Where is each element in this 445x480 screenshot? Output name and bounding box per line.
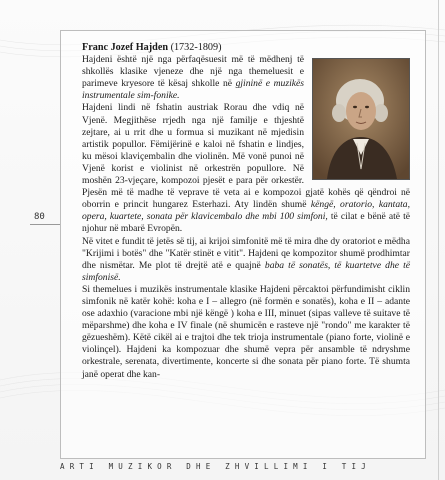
biography-end: të cilat e bënë atë të njohur në mbarë Evropën.	[82, 211, 410, 235]
haydn-portrait-image	[312, 58, 410, 180]
symphonic-cycle-text: Si themelues i muzikës instrumentale klasike Hajdeni përcaktoi përfundimisht ciklin simfonik në katër kohë: koha e I – allegro (në formën e sonatës), koha e II – adante ose adaxhio (varacione mbi një këngë ) koha e III, minuet (sipas valleve të suitave të mëparshme) dhe koha e IV finale (në shumicën e rasteve një "rondo" me karakter të gëzueshëm). Këtë cikël ai e trajtoi dhe tek trioja instrumentale (piano forte, violinë e violinçel). Hajdeni ka kompozuar dhe shumë vepra për ansamble të ndryshme orkestrale, serenata, divertimente, koncerte si dhe sonata për piano forte. Të shumta janë operat dhe kan-	[82, 283, 410, 380]
page-edge	[438, 0, 439, 480]
article-body	[82, 42, 410, 381]
paragraph-late-works	[82, 236, 410, 284]
composer-name: Franc Jozef Hajden	[82, 42, 169, 53]
late-works-italic: baba të sonatës, të kuartetve dhe të simfonisë.	[82, 259, 410, 283]
biography-text: Hajdeni lindi në fshatin austriak Rorau dhe vdiq në Vjenë. Megjithëse rrjedh nga një familje e thjeshtë zejtare, ai u rrit dhe u formua si muzikant në mjedisin artistik popullor. Fëmijërinë e kaloi në fshatin e lindjes, ku mësoi klaviçembalin dhe violinën. Më vonë punoi në Vjenë korist e violinist në orkestrën popullore. Në moshën 23-vjeçare, kompozoi pjesët e para për orkestër. Pjesën më të madhe të veprave të veta ai e kompozoi gjatë kohës që qëndroi në oborrin e princit hungarez Esterhazi. Aty lindën shumë	[82, 102, 410, 211]
article-title	[82, 42, 410, 54]
paragraph-symphonic-cycle	[82, 284, 410, 381]
portrait-icon	[313, 59, 409, 179]
composer-years: (1732-1809)	[170, 42, 222, 53]
running-footer: ARTI MUZIKOR DHE ZHVILLIMI I TIJ	[60, 462, 371, 471]
intro-text: Hajdeni është një nga përfaqësuesit më të mëdhenj të shkollës klasike vjeneze dhe një nga themeluesit e parimeve kryesore të kësaj shkolle në	[82, 54, 304, 90]
intro-italic: gjininë e muzikës instrumentale sim-fonike.	[82, 78, 305, 102]
late-works-text: Në vitet e fundit të jetës së tij, ai krijoi simfonitë më të mira dhe dy oratoriot e mëdha "Krijimi i botës" dhe "Katër stinët e vitit". Hajdeni qe kompozitor shumë prodhimtar dhe nismëtar. Me plot të drejtë atë e quajnë	[82, 235, 410, 271]
page-number-rule	[30, 224, 60, 225]
biography-italic: këngë, oratorio, kantata, opera, kuartete, sonata për klavicembalo dhe mbi 100 simfoni,	[82, 199, 410, 223]
page-number: 80	[34, 212, 45, 222]
